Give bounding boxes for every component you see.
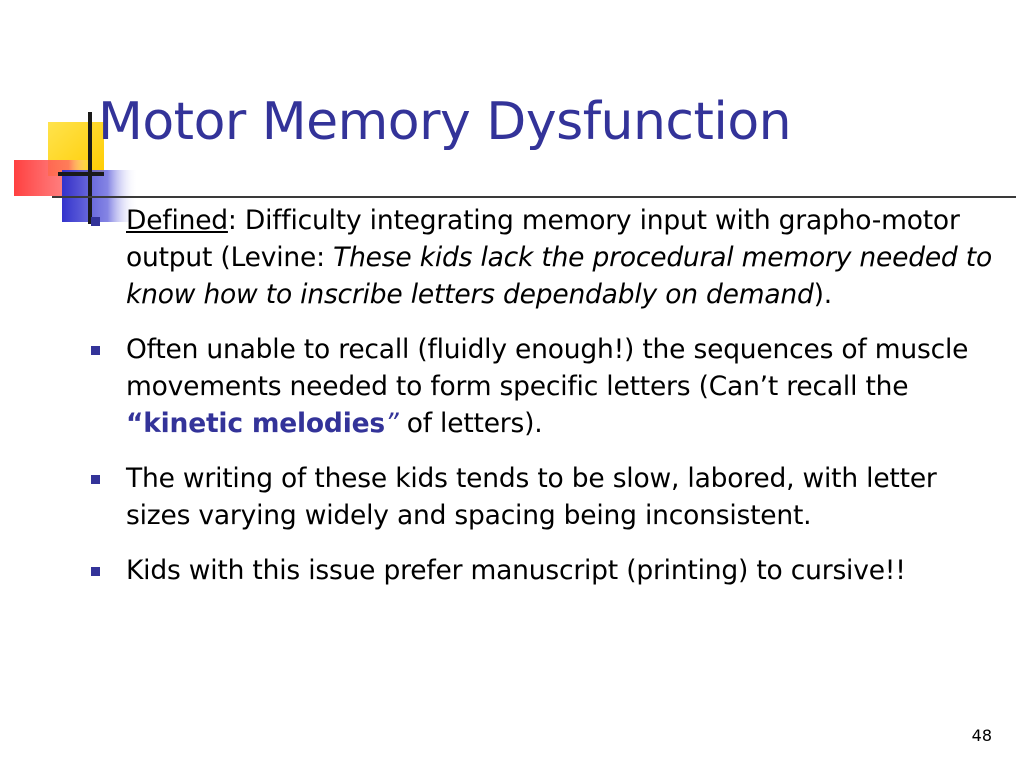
bullet-item-manuscript [88, 552, 1003, 589]
bullet-item-recall [88, 331, 1003, 442]
page-number: 48 [971, 726, 992, 745]
manuscript-text: Kids with this issue prefer manuscript (printing) to cursive!! [126, 555, 906, 586]
levine-quote: These kids lack the procedural memory needed to know how to inscribe letters dependably on demand [126, 242, 992, 310]
square-bullet-icon [91, 217, 100, 226]
kinetic-melodies-term: kinetic melodies [143, 408, 385, 439]
defined-text-end: ). [813, 279, 832, 310]
slide-title: Motor Memory Dysfunction [98, 92, 792, 152]
bullet-item-writing [88, 460, 1003, 534]
writing-text: The writing of these kids tends to be slow, labored, with letter sizes varying widely and spacing being inconsistent. [126, 463, 937, 531]
quote-close-mark: ” [384, 408, 399, 439]
title-divider [52, 196, 1016, 198]
recall-text: Often unable to recall (fluidly enough!) the sequences of muscle movements needed to form specific letters (Can’t recall the [126, 334, 969, 402]
bullet-list [88, 202, 1003, 607]
defined-label: Defined [126, 205, 228, 236]
quote-open-mark: “ [126, 408, 144, 439]
defined-text: : Difficulty integrating memory input with grapho-motor output (Levine: [126, 205, 960, 273]
square-bullet-icon [91, 567, 100, 576]
bullet-item-defined [88, 202, 1003, 313]
square-bullet-icon [91, 346, 100, 355]
square-bullet-icon [91, 475, 100, 484]
recall-text-end: of letters). [398, 408, 543, 439]
